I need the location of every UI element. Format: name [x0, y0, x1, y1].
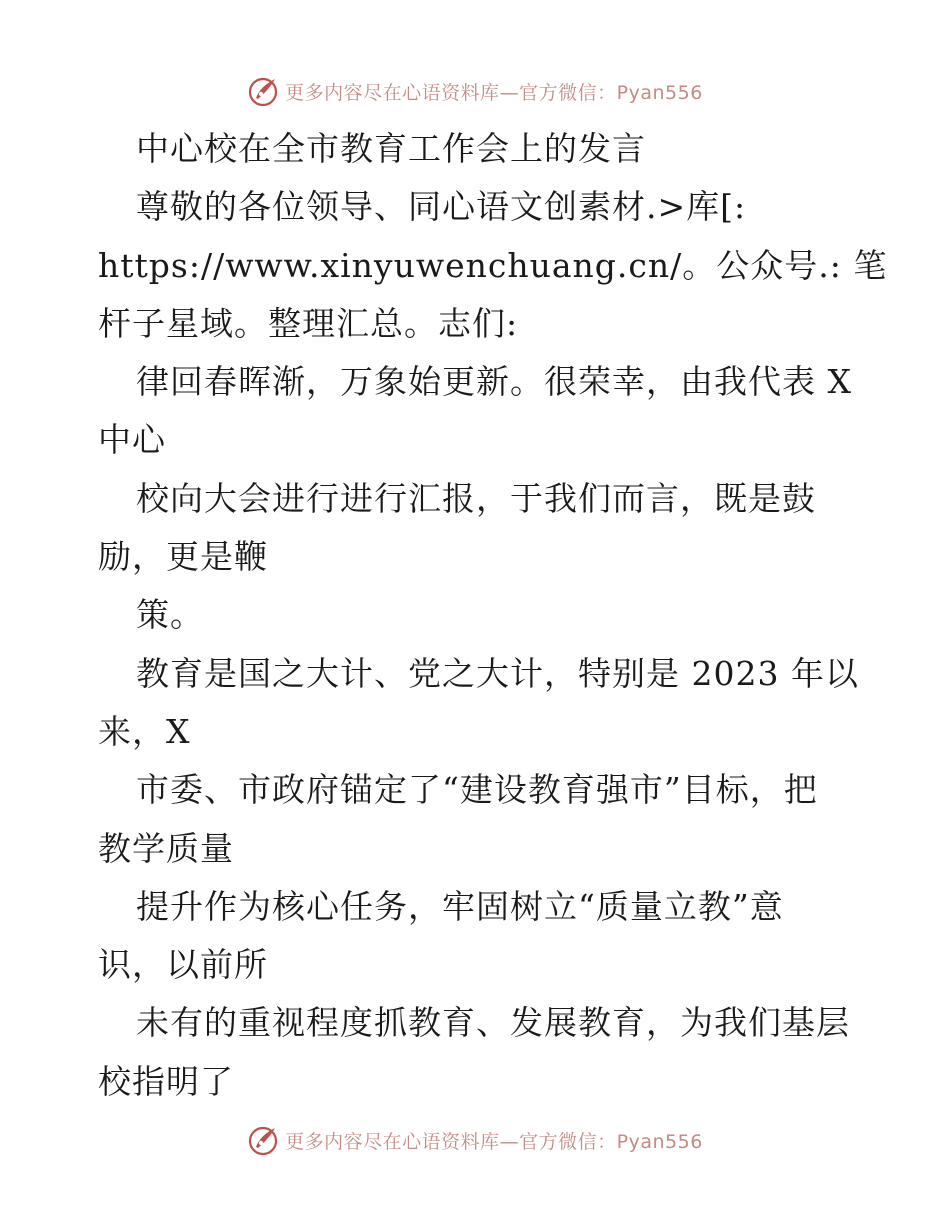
text-line: 识，以前所 — [98, 945, 268, 985]
text-line: 提升作为核心任务，牢固树立“质量立教”意 — [136, 886, 784, 926]
text-line: 励，更是鞭 — [98, 537, 268, 577]
text-line: 来，X — [98, 711, 191, 751]
banner-text: 更多内容尽在心语资料库—官方微信：Pyan556 — [285, 1130, 703, 1153]
text-line: 校向大会进行进行汇报，于我们而言，既是鼓 — [136, 478, 816, 518]
text-line: 律回春晖渐，万象始更新。很荣幸，由我代表 X — [136, 362, 852, 402]
pen-logo-icon — [247, 1123, 281, 1157]
text-line: 教育是国之大计、党之大计，特别是 2023 年以 — [136, 653, 859, 693]
document-body — [98, 120, 888, 1111]
text-line: 校指明了 — [98, 1061, 234, 1101]
text-line: 尊敬的各位领导、同心语文创素材.>库[: — [136, 187, 747, 227]
text-line: 市委、市政府锚定了“建设教育强市”目标，把 — [136, 770, 818, 810]
text-line: 中心 — [98, 420, 166, 460]
header-banner — [0, 71, 950, 111]
footer-banner — [0, 1120, 950, 1160]
banner-text: 更多内容尽在心语资料库—官方微信：Pyan556 — [285, 81, 703, 104]
text-line: 未有的重视程度抓教育、发展教育，为我们基层 — [136, 1003, 850, 1043]
text-line: https://www.xinyuwenchuang.cn/。公众号.: 笔 — [98, 245, 888, 285]
text-line: 策。 — [136, 595, 204, 635]
text-line: 教学质量 — [98, 828, 234, 868]
pen-logo-icon — [247, 74, 281, 108]
text-line: 杆子星域。整理汇总。志们: — [98, 303, 519, 343]
text-line: 中心校在全市教育工作会上的发言 — [136, 129, 646, 168]
